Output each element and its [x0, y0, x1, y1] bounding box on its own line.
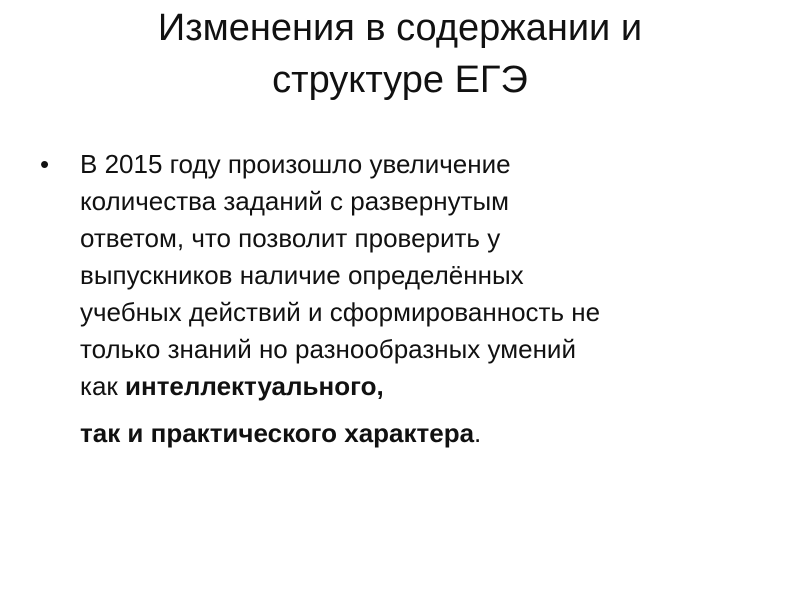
- bullet-line-7-bold: интеллектуального,: [125, 371, 384, 401]
- slide-title: [60, 2, 740, 106]
- bullet-line-1: В 2015 году произошло увеличение: [80, 149, 511, 179]
- title-line-2: структуре ЕГЭ: [272, 59, 528, 101]
- bullet-line-5: учебных действий и сформированность не: [80, 297, 601, 327]
- continuation-end: .: [474, 418, 482, 448]
- bullet-line-4: выпускников наличие определённых: [80, 260, 524, 290]
- bullet-line-3: ответом, что позволит проверить у: [80, 223, 501, 253]
- bullet-line-7-prefix: как: [80, 371, 126, 401]
- continuation-bold: так и практического характера: [80, 418, 475, 448]
- bullet-line-6: только знаний но разнообразных умений: [80, 334, 576, 364]
- bullet-icon: •: [40, 149, 50, 179]
- bullet-line-2: количества заданий с развернутым: [80, 186, 510, 216]
- bullet-line-7: [80, 368, 760, 405]
- slide-content: [40, 146, 760, 452]
- continuation-line: [40, 415, 760, 452]
- bullet-item: [40, 146, 760, 405]
- title-line-1: Изменения в содержании и: [157, 7, 643, 49]
